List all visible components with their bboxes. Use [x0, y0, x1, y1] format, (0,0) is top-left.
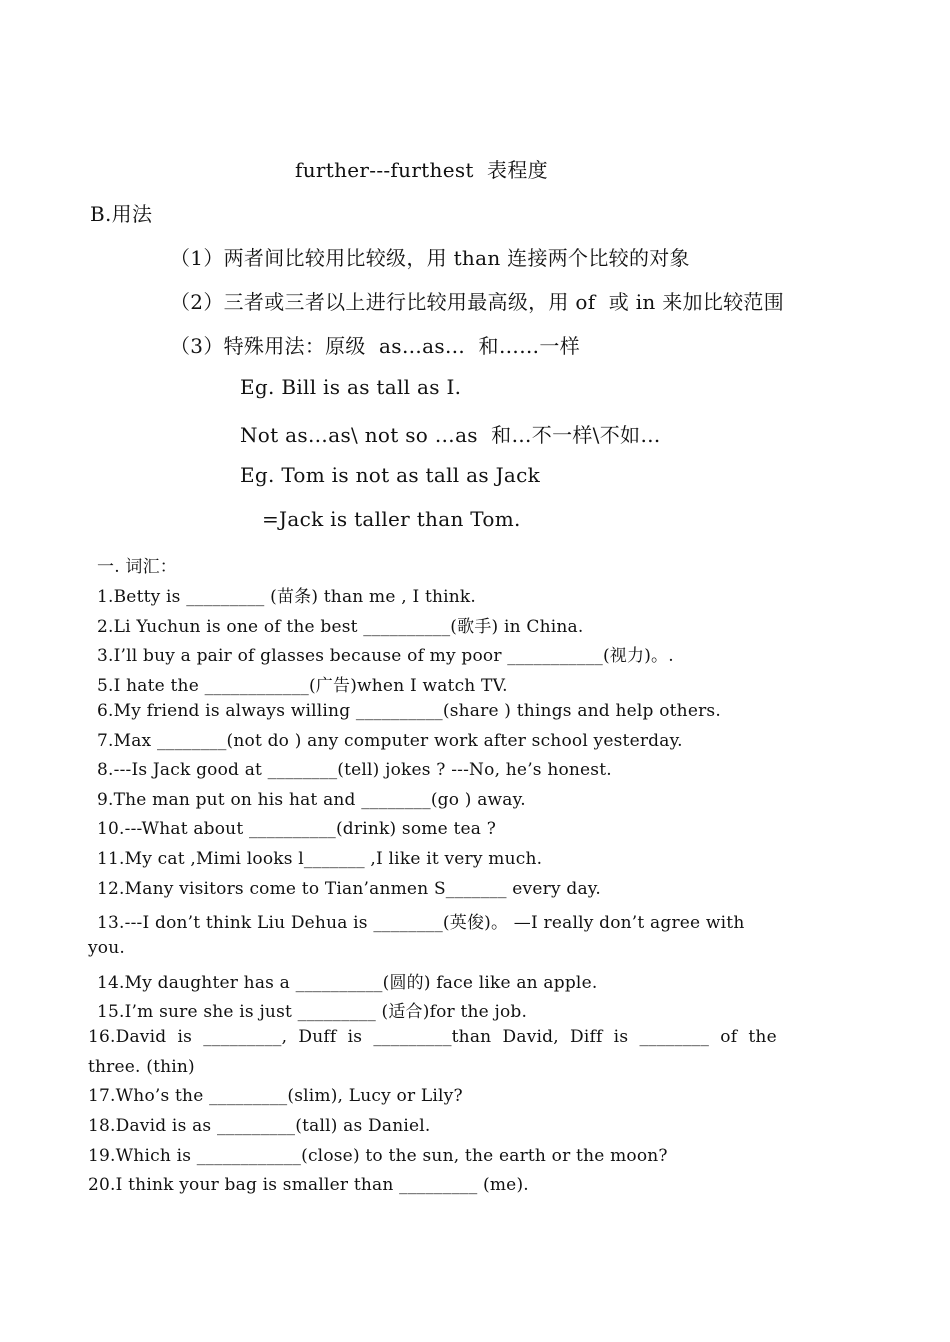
exercise-line: 20.I think your bag is smaller than _________ (me). — [88, 1175, 529, 1195]
exercise-line: 9.The man put on his hat and ________(go ) away. — [97, 790, 526, 810]
exercise-line: three. (thin) — [88, 1057, 195, 1077]
example-line: =Jack is taller than Tom. — [262, 507, 521, 531]
exercise-line: 14.My daughter has a __________(圆的) face like an apple. — [97, 973, 598, 993]
usage-rule: （3）特殊用法：原级 as…as… 和……一样 — [170, 334, 581, 358]
exercise-line: 16.David is _________, Duff is _________than David, Diff is ________ of the — [88, 1027, 777, 1047]
exercise-line: 18.David is as _________(tall) as Daniel. — [88, 1116, 431, 1136]
exercise-line: you. — [88, 938, 125, 958]
usage-rule: （2）三者或三者以上进行比较用最高级，用 of 或 in 来加比较范围 — [170, 290, 785, 314]
header-line: further---furthest 表程度 — [295, 158, 548, 182]
exercise-line: 2.Li Yuchun is one of the best __________(歌手) in China. — [97, 617, 584, 637]
section-b-title: B.用法 — [90, 202, 153, 226]
exercise-line: 19.Which is ____________(close) to the sun, the earth or the moon? — [88, 1146, 668, 1166]
exercise-line: 10.---What about __________(drink) some tea ? — [97, 819, 497, 839]
exercise-line: 3.I’ll buy a pair of glasses because of my poor ___________(视力)。. — [97, 646, 674, 666]
exercise-line: 15.I’m sure she is just _________ (适合)for the job. — [97, 1002, 528, 1022]
example-line: Eg. Bill is as tall as I. — [240, 375, 462, 399]
exercise-line: 7.Max ________(not do ) any computer work after school yesterday. — [97, 731, 683, 751]
usage-rule: （1）两者间比较用比较级，用 than 连接两个比较的对象 — [170, 246, 690, 270]
exercise-line: 5.I hate the ____________(广告)when I watch TV. — [97, 676, 508, 696]
example-line: Eg. Tom is not as tall as Jack — [240, 463, 541, 487]
exercise-line: 13.---I don’t think Liu Dehua is ________(英俊)。 —I really don’t agree with — [97, 913, 745, 933]
exercise-line: 11.My cat ,Mimi looks l_______ ,I like it very much. — [97, 849, 543, 869]
exercise-line: 12.Many visitors come to Tian’anmen S_______ every day. — [97, 879, 601, 899]
exercise-line: 1.Betty is _________ (苗条) than me , I think. — [97, 587, 477, 607]
exercise-line: 17.Who’s the _________(slim), Lucy or Lily? — [88, 1086, 463, 1106]
exercise-line: 8.---Is Jack good at ________(tell) jokes ? ---No, he’s honest. — [97, 760, 612, 780]
exercise-line: 6.My friend is always willing __________(share ) things and help others. — [97, 701, 721, 721]
vocab-title: 一. 词汇： — [97, 557, 178, 577]
example-line: Not as…as\ not so …as 和…不一样\不如… — [240, 423, 661, 447]
